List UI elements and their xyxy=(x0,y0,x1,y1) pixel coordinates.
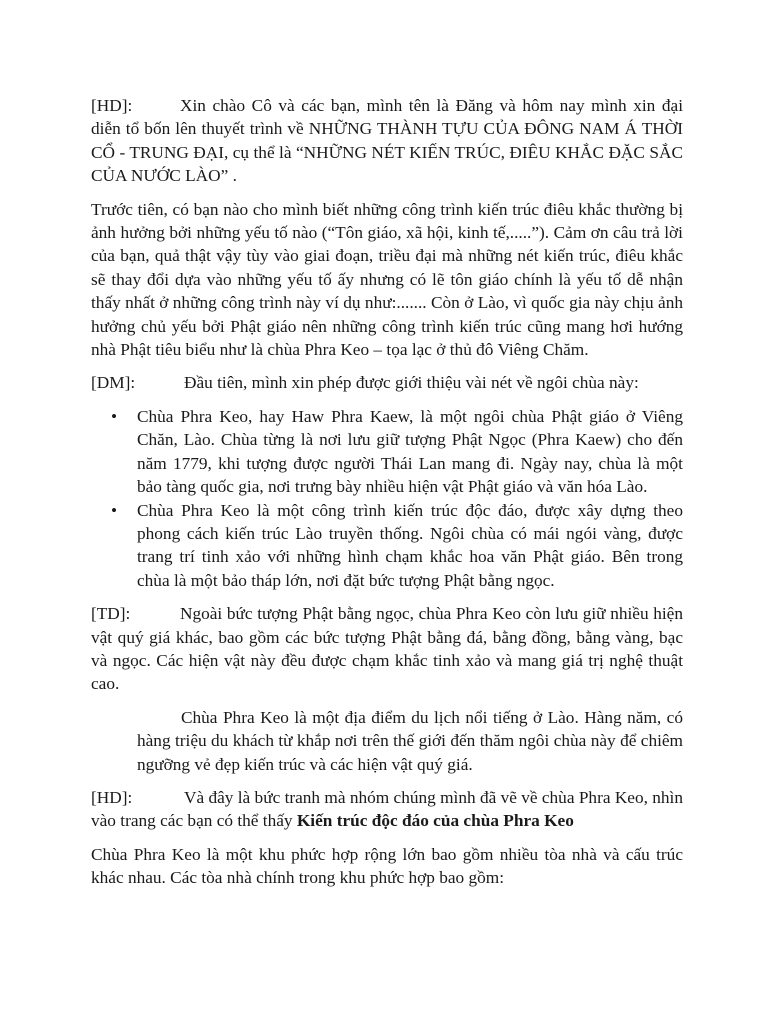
painting-text: Và đây là bức tranh mà nhóm chúng mình đã vẽ về chùa Phra Keo, nhìn vào trang các bạn có thể thấy xyxy=(91,787,683,831)
speaker-tag-dm: [DM]: xyxy=(91,373,136,393)
document-page xyxy=(91,94,683,890)
list-item-text: Chùa Phra Keo là một công trình kiến trúc độc đáo, được xây dựng theo phong cách kiến trúc Lào truyền thống. Ngôi chùa có mái ngói vàng, được trang trí tinh xảo với những hình chạm khắc hoa văn Phật giáo. Bên trong chùa là một bảo tháp lớn, nơi đặt bức tượng Phật bằng ngọc. xyxy=(137,500,683,590)
list-item xyxy=(91,499,683,593)
td-text: Ngoài bức tượng Phật bằng ngọc, chùa Phra Keo còn lưu giữ nhiều hiện vật quý giá khác, bao gồm các bức tượng Phật bằng đá, bằng đồng, bằng vàng, bạc và ngọc. Các hiện vật này đều được chạm khắc tinh xảo và mang giá trị nghệ thuật cao. xyxy=(91,604,683,694)
speaker-tag-hd-2: [HD]: xyxy=(91,787,133,807)
list-item xyxy=(91,405,683,499)
list-item-text: Chùa Phra Keo, hay Haw Phra Kaew, là một ngôi chùa Phật giáo ở Viêng Chăn, Lào. Chùa từng là nơi lưu giữ tượng Phật Ngọc (Phra Kaew) cho đến năm 1779, khi tượng được người Thái Lan mang đi. Ngày nay, chùa là một bảo tàng quốc gia, nơi trưng bày nhiều hiện vật Phật giáo và văn hóa Lào. xyxy=(137,406,683,497)
speaker-tag-hd: [HD]: xyxy=(91,96,133,115)
bullet-list xyxy=(91,405,683,592)
paragraph-intro xyxy=(91,94,683,188)
paragraph-complex: Chùa Phra Keo là một khu phức hợp rộng lớn bao gồm nhiều tòa nhà và cấu trúc khác nhau. Các tòa nhà chính trong khu phức hợp bao gồm: xyxy=(91,844,683,888)
paragraph-dm xyxy=(91,371,683,394)
dm-text: Đầu tiên, mình xin phép được giới thiệu vài nét về ngôi chùa này: xyxy=(184,373,639,393)
bold-heading: Kiến trúc độc đáo của chùa Phra Keo xyxy=(296,811,574,831)
intro-text: Xin chào Cô và các bạn, mình tên là Đăng và hôm nay mình xin đại diễn tổ bốn lên thuyết trình về NHỮNG THÀNH TỰU CỦA ĐÔNG NAM Á THỜI CỔ - TRUNG ĐẠI, cụ thể là “NHỮNG NÉT KIẾN TRÚC, ĐIÊU KHẮC ĐẶC SẮC CỦA NƯỚC LÀO” . xyxy=(91,96,683,186)
paragraph-question: Trước tiên, có bạn nào cho mình biết những công trình kiến trúc điêu khắc thường bị ảnh hưởng bởi những yếu tố nào (“Tôn giáo, xã hội, kinh tế,.....”). Cảm ơn câu trả lời của bạn, quả thật vậy tùy vào giai đoạn, triều đại mà những nét kiến trúc, điêu khắc sẽ thay đổi dựa vào những yếu tố ấy nhưng có lẽ tôn giáo chính là yếu tố dễ nhận thấy nhất ở những công trình này ví dụ như:....... Còn ở Lào, vì quốc gia này chịu ảnh hưởng chủ yếu bởi Phật giáo nên những công trình kiến trúc cũng mang hơi hướng nhà Phật tiêu biểu như là chùa Phra Keo – tọa lạc ở thủ đô Viêng Chăm. xyxy=(91,199,683,360)
tourism-text: Chùa Phra Keo là một địa điểm du lịch nổi tiếng ở Lào. Hàng năm, có hàng triệu du khách từ khắp nơi trên thế giới đến thăm ngôi chùa này để chiêm ngưỡng vẻ đẹp kiến trúc và các hiện vật quý giá. xyxy=(137,707,683,774)
speaker-tag-td: [TD]: xyxy=(91,604,131,624)
bullet-icon: • xyxy=(111,406,118,426)
paragraph-painting xyxy=(91,786,683,833)
paragraph-tourism xyxy=(91,706,683,776)
paragraph-td xyxy=(91,602,683,696)
bullet-icon: • xyxy=(111,500,118,520)
